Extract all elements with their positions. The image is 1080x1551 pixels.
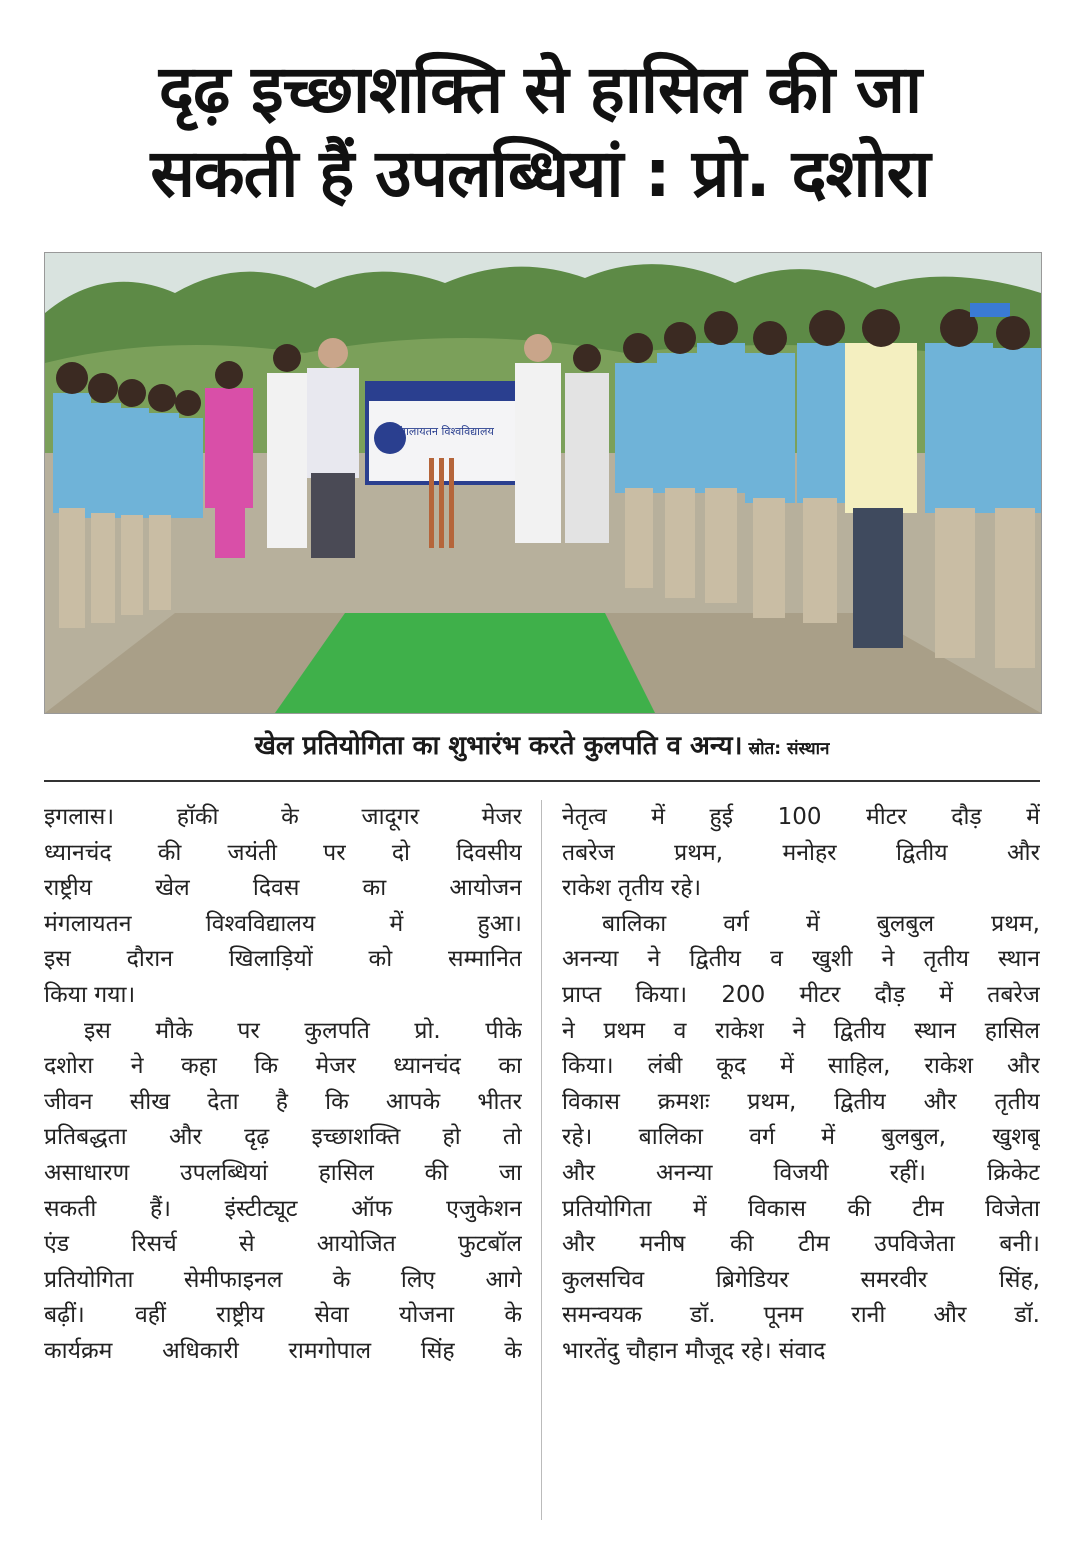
article-line: और अनन्या विजयी रहीं। क्रिकेट <box>562 1159 1040 1186</box>
article-line: इस दौरान खिलाड़ियों को सम्मानित <box>44 946 522 973</box>
article-line: प्रतियोगिता सेमीफाइनल के लिए आगे <box>44 1266 522 1293</box>
article-line: रहे। बालिका वर्ग में बुलबुल, खुशबू <box>562 1124 1040 1151</box>
article-line: नेतृत्व में हुई 100 मीटर दौड़ में <box>562 804 1040 830</box>
headline-line-2: सकती हैं उपलब्धियां : प्रो. दशोरा <box>150 135 930 212</box>
article-line: इस मौके पर कुलपति प्रो. पीके <box>84 1017 522 1044</box>
article-line: प्रतियोगिता में विकास की टीम विजेता <box>562 1195 1040 1222</box>
caption-text: खेल प्रतियोगिता का शुभारंभ करते कुलपति व अन्य। <box>254 731 743 761</box>
headline <box>30 48 1050 216</box>
article-line: इगलास। हॉकी के जादूगर मेजर <box>44 804 522 830</box>
article-line: मंगलायतन विश्वविद्यालय में हुआ। <box>44 910 522 937</box>
article-line: जीवन सीख देता है कि आपके भीतर <box>44 1088 522 1115</box>
article-line: तबरेज प्रथम, मनोहर द्वितीय और <box>562 839 1040 866</box>
caption-credit: स्रोत: संस्थान <box>748 739 830 759</box>
column-divider <box>541 800 542 1520</box>
article-line: दशोरा ने कहा कि मेजर ध्यानचंद का <box>44 1053 522 1080</box>
article-column-right <box>562 800 1040 1370</box>
article-line: बढ़ीं। वहीं राष्ट्रीय सेवा योजना के <box>44 1302 522 1329</box>
article-line: किया। लंबी कूद में साहिल, राकेश और <box>562 1053 1040 1080</box>
article-line: राष्ट्रीय खेल दिवस का आयोजन <box>44 875 522 902</box>
banner-text: मंगलायतन विश्वविद्यालय <box>396 425 494 438</box>
article-line: एंड रिसर्च से आयोजित फुटबॉल <box>44 1231 522 1258</box>
news-photo <box>44 252 1042 714</box>
caption-rule <box>44 780 1040 782</box>
article-line: असाधारण उपलब्धियां हासिल की जा <box>44 1159 522 1186</box>
article-line: भारतेंदु चौहान मौजूद रहे। संवाद <box>562 1337 826 1364</box>
cricket-ground-photo <box>45 253 1041 713</box>
article-line: कार्यक्रम अधिकारी रामगोपाल सिंह के <box>44 1337 522 1364</box>
article-line: राकेश तृतीय रहे। <box>562 875 702 902</box>
article-line: ध्यानचंद की जयंती पर दो दिवसीय <box>44 839 522 866</box>
article-line: और मनीष की टीम उपविजेता बनी। <box>562 1231 1040 1258</box>
article-line: प्राप्त किया। 200 मीटर दौड़ में तबरेज <box>562 981 1040 1008</box>
article-line: बालिका वर्ग में बुलबुल प्रथम, <box>602 910 1040 937</box>
article-line: ने प्रथम व राकेश ने द्वितीय स्थान हासिल <box>562 1017 1040 1044</box>
article-column-left <box>44 800 522 1370</box>
article-line: समन्वयक डॉ. पूनम रानी और डॉ. <box>562 1302 1040 1329</box>
article-line: विकास क्रमशः प्रथम, द्वितीय और तृतीय <box>562 1088 1040 1115</box>
article-line: अनन्या ने द्वितीय व खुशी ने तृतीय स्थान <box>562 946 1040 973</box>
article-line: प्रतिबद्धता और दृढ़ इच्छाशक्ति हो तो <box>44 1124 522 1151</box>
article-line: कुलसचिव ब्रिगेडियर समरवीर सिंह, <box>562 1266 1040 1293</box>
article-line: सकती हैं। इंस्टीट्यूट ऑफ एजुकेशन <box>44 1195 522 1222</box>
article-line: किया गया। <box>44 981 136 1008</box>
headline-line-1: दृढ़ इच्छाशक्ति से हासिल की जा <box>158 51 922 128</box>
photo-caption <box>44 726 1040 769</box>
